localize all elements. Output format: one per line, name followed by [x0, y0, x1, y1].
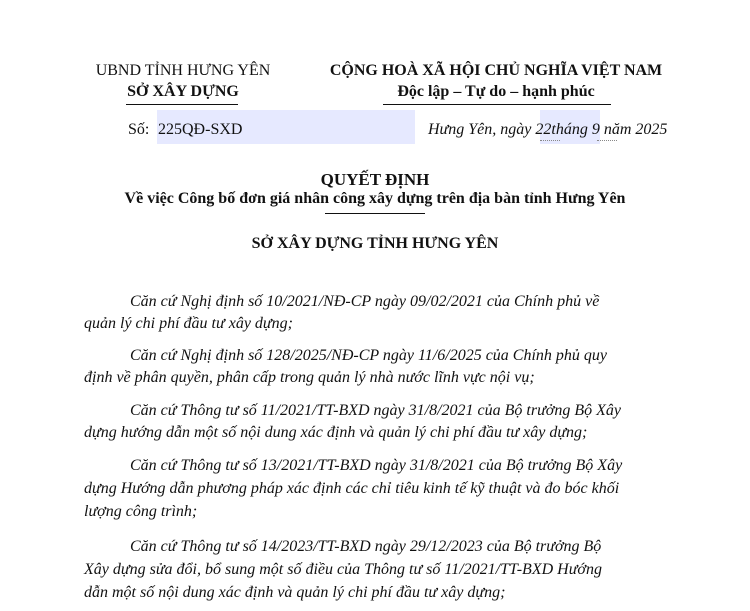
issue-place: Hưng Yên, ngày: [428, 121, 532, 138]
date-dots-2: [597, 140, 617, 141]
agency-parent: UBND TỈNH HƯNG YÊN: [95, 62, 271, 79]
document-title: QUYẾT ĐỊNH: [320, 170, 430, 189]
paragraph-5-line-3: dẫn một số nội dung xác định và quản lý chi phí đầu tư xây dựng;: [84, 584, 506, 601]
motto: Độc lập – Tự do – hạnh phúc: [397, 83, 595, 100]
paragraph-3-line-2: dựng hướng dẫn một số nội dung xác định và quản lý chi phí đầu tư xây dựng;: [84, 424, 588, 441]
paragraph-2-line-2: định về phân quyền, phân cấp trong quản lý nhà nước lĩnh vực nội vụ;: [84, 369, 535, 386]
date-dots-1: [540, 140, 560, 141]
paragraph-5-line-1: Căn cứ Thông tư số 14/2023/TT-BXD ngày 29/12/2023 của Bộ trưởng Bộ: [130, 538, 602, 555]
paragraph-4-line-3: lượng công trình;: [84, 503, 198, 520]
issue-date: [428, 121, 667, 139]
document-subtitle: Về việc Công bố đơn giá nhân công xây dựng trên địa bàn tỉnh Hưng Yên: [124, 190, 626, 207]
issue-month: 9: [591, 121, 600, 138]
month-label: tháng: [551, 121, 588, 138]
subtitle-underline: [325, 213, 425, 214]
issue-year: năm 2025: [603, 121, 668, 138]
document-number: 225QĐ-SXD: [158, 121, 243, 138]
country-name: CỘNG HOÀ XÃ HỘI CHỦ NGHĨA VIỆT NAM: [329, 62, 663, 79]
paragraph-5-line-2: Xây dựng sửa đổi, bổ sung một số điều của Thông tư số 11/2021/TT-BXD Hướng: [84, 561, 602, 578]
issue-day: 22: [535, 121, 552, 138]
paragraph-4-line-2: dựng Hướng dẫn phương pháp xác định các chỉ tiêu kinh tế kỹ thuật và đo bóc khối: [84, 480, 620, 497]
document-number-label: Số:: [128, 121, 150, 138]
paragraph-1-line-1: Căn cứ Nghị định số 10/2021/NĐ-CP ngày 09/02/2021 của Chính phủ về: [130, 293, 600, 310]
agency-name: SỞ XÂY DỰNG: [127, 83, 239, 100]
agency-underline: [126, 104, 238, 105]
paragraph-3-line-1: Căn cứ Thông tư số 11/2021/TT-BXD ngày 31/8/2021 của Bộ trưởng Bộ Xây: [130, 402, 621, 419]
issuing-authority: SỞ XÂY DỰNG TỈNH HƯNG YÊN: [251, 235, 499, 252]
paragraph-4-line-1: Căn cứ Thông tư số 13/2021/TT-BXD ngày 31/8/2021 của Bộ trưởng Bộ Xây: [130, 457, 623, 474]
paragraph-1-line-2: quản lý chi phí đầu tư xây dựng;: [84, 315, 293, 332]
motto-underline: [383, 104, 611, 105]
paragraph-2-line-1: Căn cứ Nghị định số 128/2025/NĐ-CP ngày 11/6/2025 của Chính phủ quy: [130, 347, 608, 364]
